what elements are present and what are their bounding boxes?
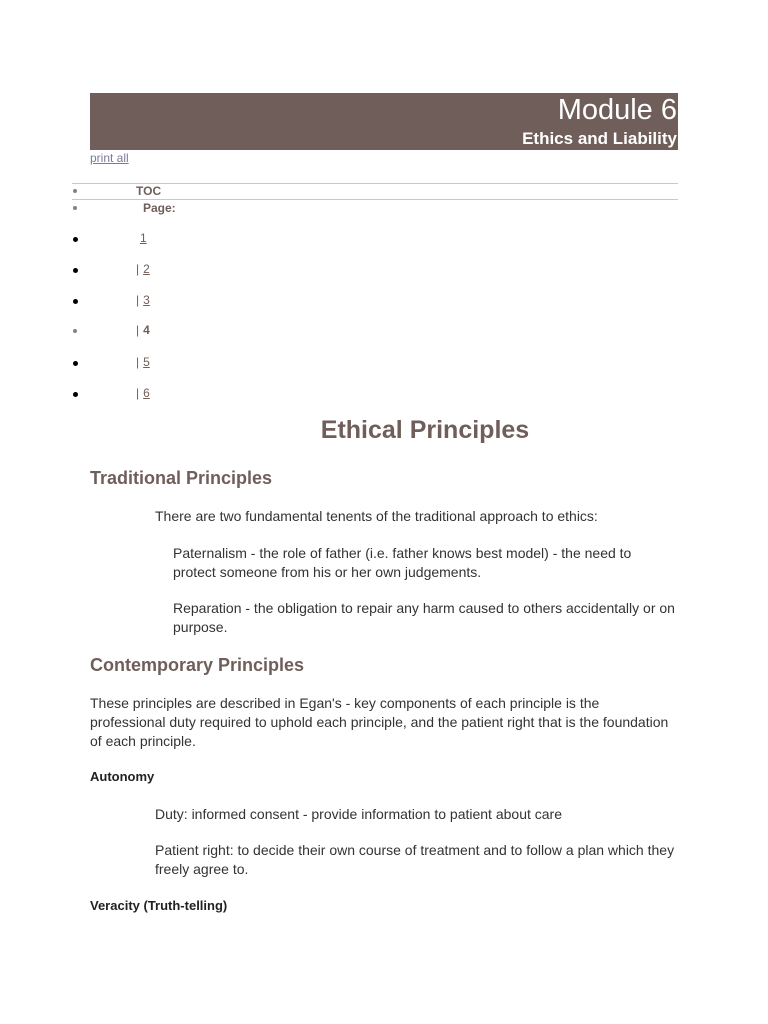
traditional-intro: There are two fundamental tenents of the traditional approach to ethics: <box>155 508 598 524</box>
page-link-2[interactable]: 2 <box>143 262 150 276</box>
toc-top-divider <box>72 183 678 184</box>
module-banner <box>90 93 678 150</box>
page-item-4-current: | 4 <box>136 323 154 337</box>
page-link-1[interactable]: 1 <box>140 231 147 245</box>
autonomy-duty: Duty: informed consent - provide information to patient about care <box>155 806 562 822</box>
contemporary-intro: These principles are described in Egan's - key components of each principle is the professional duty required to uphold each principle, and the patient right that is the foundation of each principle. <box>90 695 669 749</box>
page-item-6: | 6 <box>136 386 154 400</box>
current-page: 4 <box>143 323 150 337</box>
bullet-icon <box>73 237 78 242</box>
bullet-icon <box>73 329 77 333</box>
bullet-icon <box>73 392 78 397</box>
page-link-5[interactable]: 5 <box>143 355 150 369</box>
page-item-3: | 3 <box>136 293 154 307</box>
reparation-text: Reparation - the obligation to repair any harm caused to others accidentally or on purpose. <box>173 600 675 635</box>
contemporary-heading: Contemporary Principles <box>90 655 305 675</box>
page-link-6[interactable]: 6 <box>143 386 150 400</box>
page-item-5: | 5 <box>136 355 154 369</box>
module-title: Module 6 <box>557 94 677 126</box>
bullet-icon <box>73 361 78 366</box>
page-label: Page: <box>143 201 176 215</box>
toc-bottom-divider <box>72 199 678 200</box>
page-item-1 <box>136 231 151 245</box>
paternalism-text: Paternalism - the role of father (i.e. father knows best model) - the need to protect someone from his or her own judgements. <box>173 545 632 580</box>
page-link-3[interactable]: 3 <box>143 293 150 307</box>
bullet-icon <box>73 268 78 273</box>
veracity-heading: Veracity (Truth-telling) <box>90 898 228 913</box>
page-title: Ethical Principles <box>320 416 530 444</box>
module-subtitle: Ethics and Liability <box>522 129 677 148</box>
bullet-icon <box>73 299 78 304</box>
autonomy-heading: Autonomy <box>90 769 155 784</box>
bullet-icon <box>73 206 77 210</box>
traditional-heading: Traditional Principles <box>90 468 273 488</box>
page-item-2: | 2 <box>136 262 154 276</box>
bullet-icon <box>73 189 77 193</box>
autonomy-right: Patient right: to decide their own course of treatment and to follow a plan which they freely agree to. <box>155 842 675 877</box>
print-all-link[interactable]: print all <box>90 151 129 165</box>
toc-link[interactable]: TOC <box>136 184 162 198</box>
